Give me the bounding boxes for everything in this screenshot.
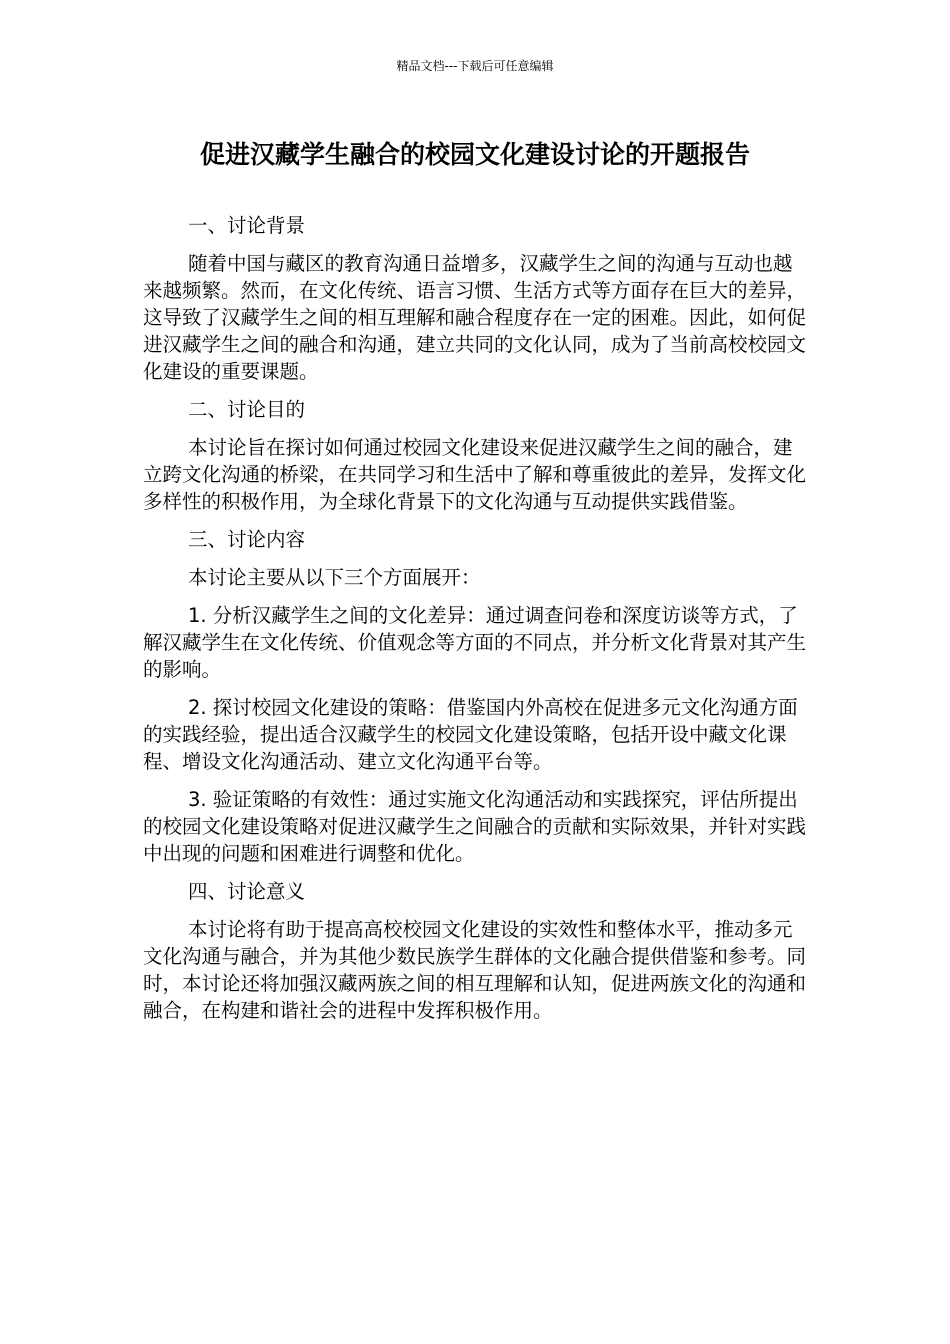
document-title: 促进汉藏学生融合的校园文化建设讨论的开题报告 — [199, 140, 750, 169]
paragraph: 本讨论将有助于提高高校校园文化建设的实效性和整体水平，推动多元文化沟通与融合，并为其他少数民族学生群体的文化融合提供借鉴和参考。同时，本讨论还将加强汉藏两族之间的相互理解和认知，促进两族文化的沟通和融合，在构建和谐社会的进程中发挥积极作用。 — [143, 918, 807, 1022]
section-heading-significance: 四、讨论意义 — [188, 880, 306, 903]
document-body — [143, 212, 810, 1035]
section-heading-content: 三、讨论内容 — [188, 528, 306, 551]
list-item: 3. 验证策略的有效性：通过实施文化沟通活动和实践探究，评估所提出的校园文化建设策略对促进汉藏学生之间融合的贡献和实际效果，并针对实践中出现的问题和困难进行调整和优化。 — [143, 788, 807, 865]
list-item: 1. 分析汉藏学生之间的文化差异：通过调查问卷和深度访谈等方式，了解汉藏学生在文化传统、价值观念等方面的不同点，并分析文化背景对其产生的影响。 — [143, 604, 807, 681]
paragraph: 本讨论旨在探讨如何通过校园文化建设来促进汉藏学生之间的融合，建立跨文化沟通的桥梁，在共同学习和生活中了解和尊重彼此的差异，发挥文化多样性的积极作用，为全球化背景下的文化沟通与互动提供实践借鉴。 — [143, 436, 807, 513]
section-heading-background: 一、讨论背景 — [188, 214, 306, 237]
section-heading-purpose: 二、讨论目的 — [188, 398, 306, 421]
list-item: 2. 探讨校园文化建设的策略：借鉴国内外高校在促进多元文化沟通方面的实践经验，提出适合汉藏学生的校园文化建设策略，包括开设中藏文化课程、增设文化沟通活动、建立文化沟通平台等。 — [143, 696, 798, 773]
header-note: 精品文档---下载后可任意编辑 — [396, 59, 554, 73]
paragraph: 随着中国与藏区的教育沟通日益增多，汉藏学生之间的沟通与互动也越来越频繁。然而，在文化传统、语言习惯、生活方式等方面存在巨大的差异，这导致了汉藏学生之间的相互理解和融合程度存在一定的困难。因此，如何促进汉藏学生之间的融合和沟通，建立共同的文化认同，成为了当前高校校园文化建设的重要课题。 — [143, 252, 807, 383]
paragraph: 本讨论主要从以下三个方面展开： — [188, 566, 481, 589]
